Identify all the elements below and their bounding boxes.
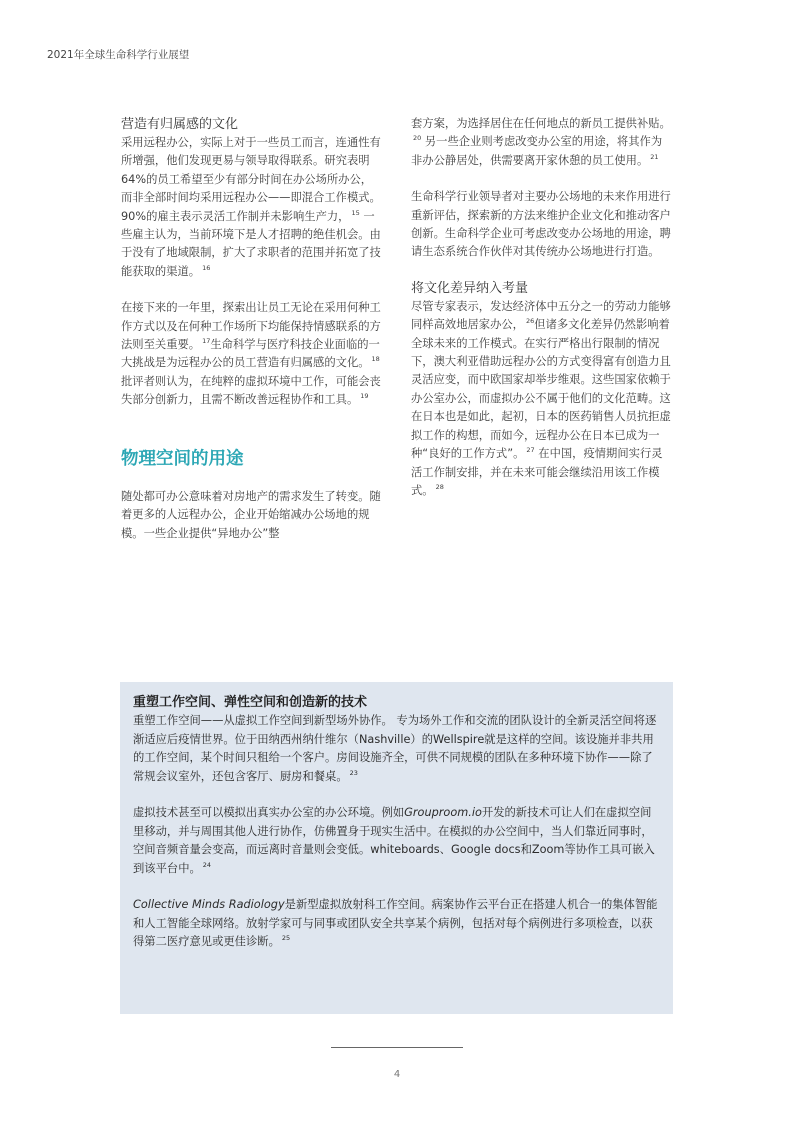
page-header: 2021年全球生命科学行业展望 xyxy=(47,49,190,61)
page-number: 4 xyxy=(393,1069,401,1080)
callout-box xyxy=(120,682,673,1014)
footnote-ref: 15 xyxy=(351,208,360,217)
subheading-cultural-differences: 将文化差异纳入考量 xyxy=(411,280,529,296)
footnote-ref: 24 xyxy=(202,860,212,869)
left-column xyxy=(121,115,383,543)
footnote-ref: 28 xyxy=(435,482,444,491)
callout-title: 重塑工作空间、弹性空间和创造新的技术 xyxy=(133,695,368,710)
footnote-ref: 17 xyxy=(202,337,211,346)
footnote-ref: 25 xyxy=(281,934,291,942)
callout-paragraph: 重塑工作空间——从虚拟工作空间到新型场外协作。 专为场外工作和交流的团队设计的全新灵活空间将逐渐适应后疫情世界。位于田纳西州纳什维尔（Nashville）的Wellspire就是这样的空间。该设施并非共用的工作空间，某个时间只租给一个客户。房间设施齐全，可供不同规模的团队在多种环境下协作——除了常规会议室外，还包含客厅、厨房和餐桌。 $^{23}$ xyxy=(133,714,657,783)
section-title: 物理空间的用途 xyxy=(121,448,244,469)
footnote-ref: 26 xyxy=(525,317,535,326)
subheading-belonging-culture: 营造有归属感的文化 xyxy=(121,117,239,132)
paragraph: 套方案，为选择居住在任何地点的新员工提供补贴。$^{20}$ 另一些企业则考虑改变办公室的用途，将其作为非办公静居处，供需要离开家休憩的员工使用。 $^{21}$ xyxy=(411,117,671,167)
footnote-ref: 27 xyxy=(526,446,535,455)
callout-paragraph: Collective Minds Radiology是新型虚拟放射科工作空间。病案协作云平台正在搭建人机合一的集体智能和人工智能全球网络。放射学家可与同事或团队安全共享某个病例，包括对每个病例进行多项检查，以获得第二医疗意见或更佳诊断。 $^{25}$ xyxy=(133,898,658,948)
callout-paragraph: 虚拟技术甚至可以模拟出真实办公室的办公环境。例如Grouproom.io开发的新技术可让人们在虚拟空间里移动，并与周围其他人进行协作，仿佛置身于现实生活中。在模拟的办公空间中，当人们靠近同事时，空间音频音量会变高，而远离时音量则会变低。whiteboards、Google docs和Zoom等协作工具可嵌入到该平台中。 $^{24}$ xyxy=(133,806,655,875)
paragraph: 随处都可办公意味着对房地产的需求发生了转变。随着更多的人远程办公，企业开始缩减办公场地的规模。一些企业提供“异地办公”整 xyxy=(121,489,381,540)
footnote-ref: 19 xyxy=(360,392,369,401)
footer-divider xyxy=(331,1047,463,1048)
paragraph: 生命科学行业领导者对主要办公场地的未来作用进行重新评估，探索新的方法来维护企业文化和推动客户创新。生命科学企业可考虑改变办公场地的用途，聘请生态系统合作伙伴对其传统办公场地进行打造。 xyxy=(411,190,671,259)
footnote-ref: 16 xyxy=(202,263,211,272)
right-column xyxy=(411,115,673,500)
footnote-ref: 18 xyxy=(371,355,380,364)
paragraph: 采用远程办公，实际上对于一些员工而言，连通性有所增强，他们发现更易与领导取得联系。研究表明64%的员工希望至少有部分时间在办公场所办公，而非全部时间均采用远程办公——即混合工作模式。90%的雇主表示灵活工作制并未影响生产力， $^{15}$ 一些雇主认为，当前环境下是人才招聘的绝佳机会。由于没有了地域限制，扩大了求职者的范围并拓宽了技能获取的渠道。 $^{16}$ xyxy=(121,136,381,278)
product-name: Grouproom.io xyxy=(404,806,482,819)
paragraph: 在接下来的一年里，探索出让员工无论在采用何种工作方式以及在何种工作场所下均能保持情感联系的方法则至关重要。 $^{17}$生命科学与医疗科技企业面临的一大挑战是为远程办公的员工营造有归属感的文化。 $^{18}$ 批评者则认为，在纯粹的虚拟环境中工作，可能会丧失部分创新力，且需不断改善远程协作和工具。 $^{19}$ xyxy=(121,301,381,407)
footnote-ref: 20 xyxy=(413,134,422,143)
paragraph: 尽管专家表示，发达经济体中五分之一的劳动力能够同样高效地居家办公， $^{26}$但诸多文化差异仍然影响着全球未来的工作模式。在实行严格出行限制的情况下，澳大利亚借助远程办公的方式变得富有创造力且灵活应变，而中欧国家却举步维艰。这些国家依赖于办公室办公，而虚拟办公不属于他们的文化范畴。这在日本也是如此，起初，日本的医药销售人员抗拒虚拟工作的构想，而如今，远程办公在日本已成为一种“良好的工作方式”。 $^{27}$ 在中国，疫情期间实行灵活工作制安排，并在未来可能会继续沿用该工作模式。 $^{28}$ xyxy=(411,299,671,497)
footnote-ref: 21 xyxy=(650,152,659,161)
footnote-ref: 23 xyxy=(349,768,358,777)
product-name: Collective Minds Radiology xyxy=(133,898,285,911)
